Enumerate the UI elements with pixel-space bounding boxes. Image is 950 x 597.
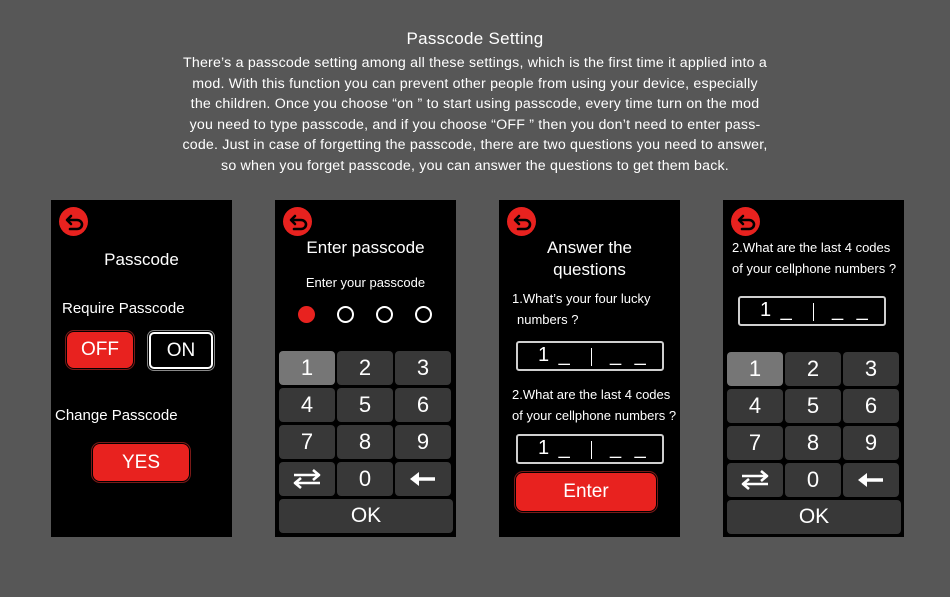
key-7[interactable]: 7 [279,425,335,459]
key-1[interactable]: 1 [727,352,783,386]
description-line: There’s a passcode setting among all these settings, which is the first time it applied into a [183,55,767,71]
field-divider [591,441,592,459]
require-passcode-label: Require Passcode [62,300,185,317]
answer-entered: 1 _ [538,344,572,366]
key-3[interactable]: 3 [395,351,451,385]
security-question-screen [723,200,904,537]
key-9[interactable]: 9 [395,425,451,459]
field-divider [813,303,814,321]
answer-remaining: _ _ [832,299,872,321]
question-line: numbers ? [517,312,579,327]
swap-key[interactable] [279,462,335,496]
back-arrow-icon [507,207,536,236]
back-arrow-icon [59,207,88,236]
screen-subtitle: Enter your passcode [305,275,426,290]
description-line: you need to type passcode, and if you choose “OFF ” then you don’t need to enter pass- [189,116,761,133]
backspace-key[interactable] [395,462,451,496]
question-line: 1.What’s your four lucky [512,291,651,306]
answer-questions-screen [499,200,680,537]
key-8[interactable]: 8 [785,426,841,460]
key-6[interactable]: 6 [843,389,899,423]
enter-passcode-screen [275,200,456,537]
question-line: of your cellphone numbers ? [512,408,677,423]
field-divider [591,348,592,366]
back-button[interactable] [283,207,312,236]
left-arrow-icon [409,471,437,487]
question [732,237,896,279]
yes-button[interactable]: YES [95,446,187,479]
key-4[interactable]: 4 [727,389,783,423]
off-button[interactable]: OFF [69,334,131,366]
screen-title: Passcode [104,250,179,269]
key-4[interactable]: 4 [279,388,335,422]
question-line: of your cellphone numbers ? [732,261,897,276]
key-0[interactable]: 0 [337,462,393,496]
back-button[interactable] [507,207,536,236]
page-title: Passcode Setting [406,29,544,48]
key-5[interactable]: 5 [785,389,841,423]
description-line: code. Just in case of forgetting the passcode, there are two questions you need to answer, [182,137,768,154]
key-3[interactable]: 3 [843,352,899,386]
answer-entered: 1 _ [760,299,794,321]
passcode-settings-screen [51,200,232,537]
change-passcode-label: Change Passcode [55,407,178,424]
left-arrow-icon [857,472,885,488]
swap-arrows-icon [738,469,772,491]
answer-field[interactable] [738,296,886,326]
swap-arrows-icon [290,468,324,490]
question-line: 2.What are the last 4 codes [732,240,891,255]
swap-key[interactable] [727,463,783,497]
on-button[interactable]: ON [149,332,213,369]
answer-2-field[interactable] [516,434,664,464]
key-9[interactable]: 9 [843,426,899,460]
backspace-key[interactable] [843,463,899,497]
key-0[interactable]: 0 [785,463,841,497]
ok-button[interactable]: OK [279,499,453,533]
description-line: the children. Once you choose “on ” to start using passcode, every time turn on the mod [190,96,760,113]
key-7[interactable]: 7 [727,426,783,460]
key-5[interactable]: 5 [337,388,393,422]
back-arrow-icon [731,207,760,236]
answer-entered: 1 _ [538,437,572,459]
passcode-dot-empty [337,306,354,323]
back-arrow-icon [283,207,312,236]
page-description [150,53,800,177]
screen-title: Enter passcode [306,238,425,257]
question-1 [512,288,650,330]
answer-remaining: _ _ [610,344,650,366]
back-button[interactable] [731,207,760,236]
back-button[interactable] [59,207,88,236]
ok-button[interactable]: OK [727,500,901,534]
screen-title-line: questions [553,260,626,279]
question-line: 2.What are the last 4 codes [512,387,671,402]
key-6[interactable]: 6 [395,388,451,422]
passcode-dot-empty [376,306,393,323]
screen-title-line: Answer the [546,238,633,257]
key-2[interactable]: 2 [337,351,393,385]
description-line: mod. With this function you can prevent other people from using your device, especially [192,75,758,92]
passcode-dot-empty [415,306,432,323]
description-line: so when you forget passcode, you can answer the questions to get them back. [221,157,729,174]
question-2 [512,384,676,426]
answer-remaining: _ _ [610,437,650,459]
passcode-dot-filled [298,306,315,323]
screen-title [499,237,680,281]
enter-button[interactable]: Enter [518,475,654,509]
answer-1-field[interactable] [516,341,664,371]
key-8[interactable]: 8 [337,425,393,459]
key-1[interactable]: 1 [279,351,335,385]
key-2[interactable]: 2 [785,352,841,386]
